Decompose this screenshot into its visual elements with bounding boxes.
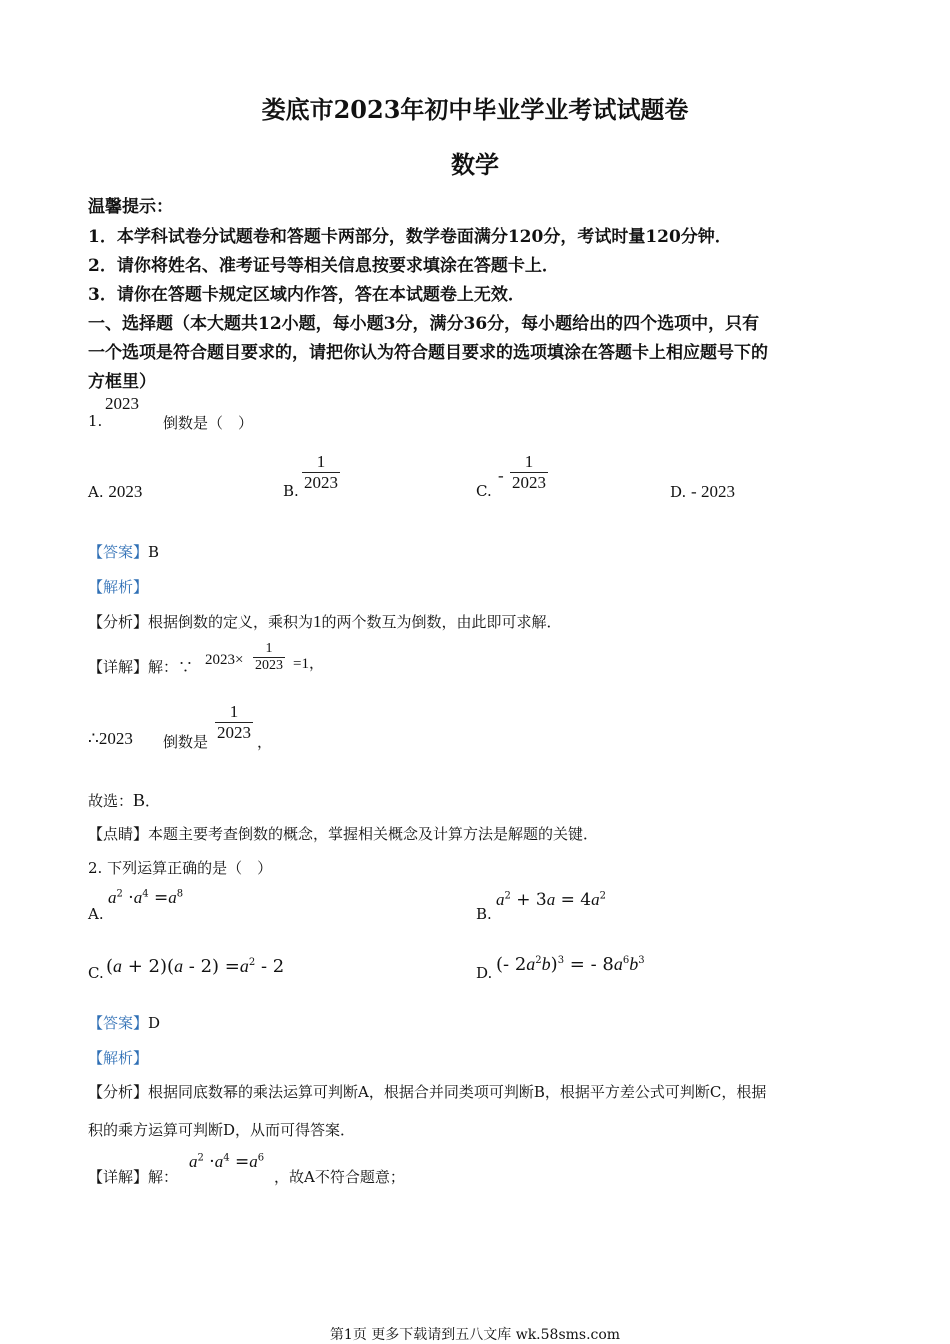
fenxi-line: 【分析】根据倒数的定义，乘积为1的两个数互为倒数，由此即可求解． xyxy=(88,612,562,631)
detail-result: =1， xyxy=(293,656,324,672)
therefore-end: ， xyxy=(257,733,273,751)
detail-conclusion: ，故A不符合题意； xyxy=(274,1168,405,1186)
detail-line: 【详解】解：∵ xyxy=(88,658,194,676)
option-c-label: C. xyxy=(476,482,492,500)
option-b-label: B. xyxy=(283,482,299,500)
option-b-formula: $a^2 + 3a = 4a^2$ xyxy=(496,890,606,910)
option-d: D. - 2023 xyxy=(670,482,735,501)
answer-line: 【答案】B xyxy=(88,543,160,561)
therefore-text: 倒数是 xyxy=(163,733,209,751)
choose-line: 故选：B． xyxy=(88,790,161,810)
answer-line: 【答案】D xyxy=(88,1014,161,1032)
detail-formula: $a^2 \cdot a^4 =a^6$ xyxy=(189,1152,265,1172)
option-c-label: C. xyxy=(88,964,104,982)
page-title: 娄底市2023年初中毕业学业考试试题卷 xyxy=(261,95,689,124)
notice-item: 1．本学科试卷分试题卷和答题卡两部分，数学卷面满分120分，考试时量120分钟． xyxy=(88,227,732,247)
option-a-formula: $a^2 \cdot a^4 =a^8$ xyxy=(108,888,184,908)
therefore-value: ∴2023 xyxy=(88,729,133,748)
fenxi-line: 积的乘方运算可判断D，从而可得答案． xyxy=(88,1121,356,1139)
question-stem: 倒数是（ ） xyxy=(163,414,254,432)
question-stem: 2. 下列运算正确的是（ ） xyxy=(88,859,273,877)
question-raised-number: 2023 xyxy=(105,394,139,413)
notice-item: 3．请你在答题卡规定区域内作答，答在本试题卷上无效． xyxy=(88,285,525,305)
detail-line: 【详解】解： xyxy=(88,1168,179,1186)
subject-title: 数学 xyxy=(451,150,499,179)
analysis-tag: 【解析】 xyxy=(88,1049,149,1067)
detail-expression: 2023× xyxy=(205,652,244,668)
notice-item: 2．请你将姓名、准考证号等相关信息按要求填涂在答题卡上． xyxy=(88,256,559,276)
option-d-formula: (- $2a^2b)^3$ = - $8a^6b^3$ xyxy=(496,954,645,975)
option-c-sign: - xyxy=(498,466,504,485)
fenxi-line: 【分析】根据同底数幂的乘法运算可判断A，根据合并同类项可判断B，根据平方差公式可判断C，根据 xyxy=(88,1083,767,1101)
dianjing-line: 【点睛】本题主要考查倒数的概念，掌握相关概念及计算方法是解题的关键． xyxy=(88,825,599,843)
section-heading-line: 方框里） xyxy=(88,372,156,392)
detail-fraction: $\frac{1}{2023}$ xyxy=(255,641,283,673)
option-c-formula: $(a + 2)(a - 2) =a^2 - 2$ xyxy=(106,956,285,977)
section-heading-line: 一、选择题（本大题共12小题，每小题3分，满分36分，每小题给出的四个选项中，只有 xyxy=(88,314,760,334)
section-heading-line: 一个选项是符合题目要求的，请把你认为符合题目要求的选项填涂在答题卡上相应题号下的 xyxy=(88,343,768,363)
option-c-fraction: $\frac{1}{2023}$ xyxy=(512,452,546,492)
therefore-fraction: $\frac{1}{2023}$ xyxy=(217,702,251,742)
question-number: 1. xyxy=(88,412,103,430)
option-a-label: A. xyxy=(88,905,104,923)
option-a: A. 2023 xyxy=(88,482,143,501)
option-d-label: D. xyxy=(476,964,493,982)
page-footer: 第1页 更多下载请到五八文库 wk.58sms.com xyxy=(329,1327,621,1343)
option-b-label: B. xyxy=(476,905,492,923)
option-b-fraction: $\frac{1}{2023}$ xyxy=(304,452,338,492)
notice-heading: 温馨提示： xyxy=(88,197,173,217)
analysis-tag: 【解析】 xyxy=(88,578,149,596)
